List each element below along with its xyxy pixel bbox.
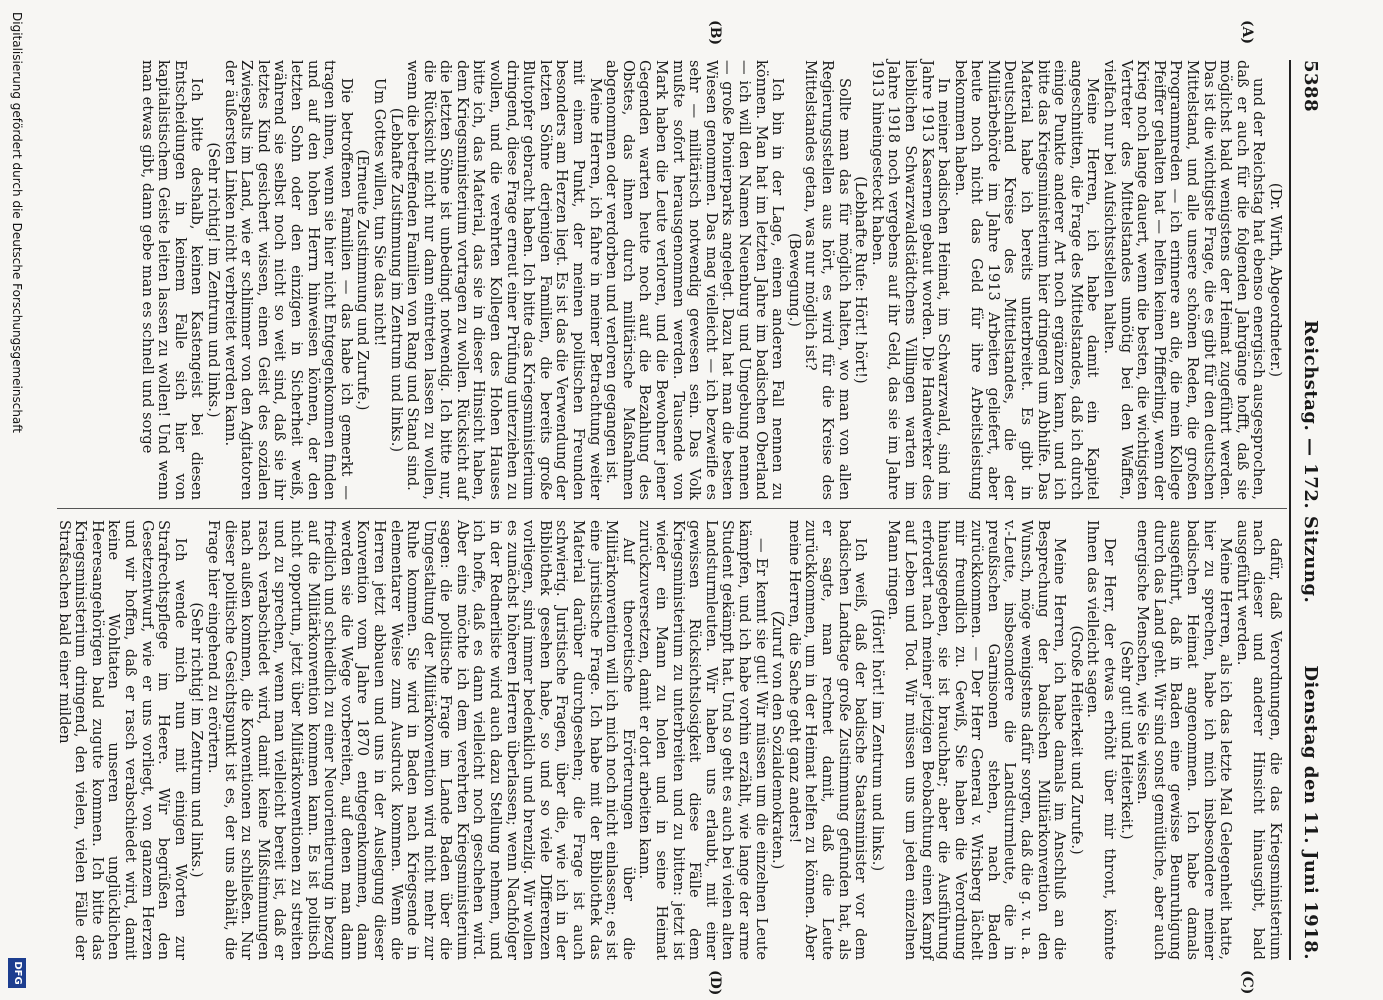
margin-marker-c: (C) bbox=[1239, 970, 1255, 995]
paragraph: Auf theoretische Erörterungen über die Militärkonvention will ich mich noch nicht einlassen; es ist eine juristische Frage. Ich habe mit der Bibliothek das Material darüber durchgesehen; die Frage ist auch schwierig. Juristische Fragen, über die, wie ich in der Bibliothek gesehen habe, so und so viele Differenzen vorliegen, sind immer bedenklich und brenzlig. Wir wollen es zunächst höheren Herren überlassen; wenn Nachfolger in der Rednerliste wird auch dazu Stellung nehmen, und ich hoffe, daß es dann vielleicht noch geschehen wird. Aber eins möchte ich dem verehrten Kriegsministerium sagen: die politische Frage im Lande Baden über die Umgestaltung der Militärkonvention wird nicht mehr zur Ruhe kommen. Sie wird in Baden nach Kriegsende in elementarer Weise zum Ausdruck kommen. Wenn die Herren jetzt abbauen und uns in der Auslegung dieser Konvention vom Jahre 1870 entgegenkommen, dann werden sie die Wege vorbereiten, auf denen man dann friedlich und schiedlich zu einer Neuorientierung in bezug auf die Militärkonvention kommen kann. Es ist politisch nicht opportun, jetzt über Militärkonventionen zu streiten und zu sprechen, wenn man vielleicht bereit ist, daß er rasch verabschiedet wird, damit keine Mißstimmungen nach außen kommen, die Konventionen zu schließen. Nur dieser politische Gesichtspunkt ist es, der uns abhält, die Frage hier eingehend zu erörtern. bbox=[205, 520, 637, 960]
paragraph: Meine Herren, als ich das letzte Mal Gelegenheit hatte, hier zu sprechen, habe ich mich insbesondere meiner badischen Heimat angenommen. Ich habe damals ausgeführt, daß in Baden eine gewisse Beunruhigung durch das Land geht. Wir sind sonst gemütliche, aber auch energische Menschen, wie Sie wissen. bbox=[1134, 520, 1235, 960]
paragraph: und der Reichstag hat ebenso energisch ausgesprochen, daß er auch für die folgenden Jahrgänge hofft, daß sie möglichst bald wenigstens der Heimat zugeführt werden. Das ist die wichtigste Frage, die es gibt für den deutschen Mittelstand, und alle unsere schönen Reden, die großen Programmreden — ich erinnere an die, die mein Kollege Pfeiffer gehalten hat — helfen keinen Pfifferling, wenn der Krieg noch lange dauert, wenn die besten, die wichtigsten Vertreter des Mittelstandes unnötig bei den Waffen, vielfach nur bei Aufsichtsstellen halten. bbox=[1101, 60, 1268, 500]
page-header bbox=[1293, 60, 1321, 960]
paragraph: Die betroffenen Familien — das habe ich gemerkt — tragen ihnen, wenn sie hier nicht Entgegenkommen finden und auf den hohen Herrn hinweisen können, der den letzten Sohn oder den einzigen in Sicherheit weiß, während sie selbst noch nicht so weit sind, daß sie ihr letztes Kind gesichert wissen, einen Geist des sozialen Zwiespalts im Land, wie er schlimmer von den Agitatoren der äußersten Linken nicht verbreitet werden kann. bbox=[221, 60, 355, 500]
paragraph: Ich weiß, daß der badische Staatsminister vor dem badischen Landtage große Zustimmung gefunden hat, als er sagte, man rechnet damit, daß die Leute zurückkommen, um in der Heimat helfen zu können. Aber meine Herren, die Sache geht ganz anders! bbox=[785, 520, 870, 960]
interjection: (Erneute Zustimmung und Zurufe.) bbox=[354, 149, 372, 411]
interjection: (Hört! hört! im Zentrum und links.) bbox=[868, 608, 886, 872]
interjection: (Große Heiterkeit und Zurufe.) bbox=[1067, 625, 1085, 855]
paragraph: Der Herr, der etwas erhöht über mir thront, könnte Ihnen das vielleicht sagen. bbox=[1084, 520, 1119, 960]
interjection: (Sehr richtig! im Zentrum und links.) bbox=[188, 602, 206, 878]
interjection: (Zuruf von den Sozialdemokraten.) bbox=[769, 610, 787, 870]
paragraph: Um Gottes willen, tun Sie das nicht! bbox=[370, 78, 388, 347]
interjection: (Lebhafte Rufe: Hört! hört!) bbox=[852, 176, 870, 384]
interjection: (Bewegung.) bbox=[785, 233, 803, 327]
interjection: (Lebhafte Zustimmung im Zentrum und links.) bbox=[387, 107, 405, 453]
paragraph: Meine Herren, ich habe damit ein Kapitel angeschnitten, die Frage des Mittelstandes, daß ich durch einige Punkte anderer Art noch ergänzen kann, und ich bitte das Kriegsministerium hier dringend um Abhilfe. Das Material habe ich bereits unterbreitet. Es gibt in Deutschland Kreise des Mittelstandes, die der Militärbehörde im Jahre 1913 Arbeiten geliefert, aber heute noch nicht das Geld für ihre Arbeitsleistung bekommen haben. bbox=[951, 60, 1102, 500]
right-column bbox=[55, 520, 1283, 960]
paragraph: (Dr. Wirth, Abgeordneter.) bbox=[1267, 182, 1284, 378]
dfg-logo: DFG bbox=[8, 958, 26, 988]
paragraph: Meine Herren, ich habe damals im Anschluß an die Besprechung der badischen Militärkonvention den Wunsch, möge wenigstens dafür sorgen, daß die g. v. u. a. v.-Leute, insbesondere die Landsturmleute, die in preußischen Garnisonen stehen, nach Baden zurückkommen. — Der Herr General v. Wrisberg lächelt mir freundlich zu. Gewiß, Sie haben die Verordnung hinausgegeben, sie ist brauchbar; aber die Ausführung erfordert nach meiner jetzigen Beobachtung einen Kampf auf Leben und Tod. Wir müssen uns um jeden einzelnen Mann ringen. bbox=[885, 520, 1069, 960]
column-divider bbox=[57, 508, 1287, 509]
footer-credit: Digitalisierung gefördert durch die Deutsche Forschungsgemeinschaft bbox=[10, 12, 24, 434]
paragraph: In meiner badischen Heimat, im Schwarzwald, sind im Jahre 1913 Kasernen gebaut worden. Die Handwerker des lieblichen Schwarzwaldstädtchens Villingen warten im Jahre 1918 noch vergebens auf ihr Geld, das sie im Jahre 1913 hineingesteckt haben. bbox=[868, 60, 953, 500]
page-number: 5388 bbox=[1300, 60, 1321, 113]
paragraph: Sollte man das für möglich halten, wo man von allen Regierungsstellen aus hört, es wird für die Kreise des Mittelstandes getan, was nur möglich ist? bbox=[802, 60, 853, 500]
margin-marker-d: (D) bbox=[707, 970, 723, 996]
session-date: Dienstag den 11. Juni 1918. bbox=[1300, 665, 1321, 960]
margin-marker-a: (A) bbox=[1239, 20, 1255, 45]
left-column bbox=[138, 60, 1283, 500]
paragraph: Ich bitte deshalb, keinen Kastengeist bei diesen Entscheidungen in keinem Falle sich hier von kapitalistischem Geiste leiten lassen zu wollen! Und wenn man etwas gibt, dann gebe man es schnell und sorge bbox=[138, 60, 206, 500]
paragraph: — Er kennt sie gut! Wir müssen um die einzelnen Leute kämpfen, und ich habe vorhin erzählt, wie lange der arme Student gekämpft hat. Und so geht es auch bei vielen alten Landsturmleuten. Wir haben uns erlaubt, mit einer gewissen Rücksichtslosigkeit diese Fälle dem Kriegsministerium zu unterbreiten und zu bitten: jetzt ist wieder ein Mann zu holen und in seine Heimat zurückzuversetzen, damit er dort arbeiten kann. bbox=[636, 520, 770, 960]
paragraph: Meine Herren, ich fahre in meiner Betrachtung weiter mit einem Punkt, der meinen politischen Freunden besonders am Herzen liegt. Es ist das die Verwendung der letzten Söhne derjenigen Familien, die bereits große Blutopfer gebracht haben. Ich bitte das Kriegsministerium dringend, diese Frage erneut einer Prüfung unterziehen zu wollen, und die verehrten Kollegen des Hohen Hauses bitte ich, das Material, das sie in dieser Hinsicht haben, dem Kriegsministerium vortragen zu wollen. Rücksicht auf die letzten Söhne ist unbedingt notwendig. Ich bitte nur, die Rücksicht nicht nur dann eintreten lassen zu wollen, wenn die betreffenden Familien von Rang und Stand sind. bbox=[404, 60, 604, 500]
digitization-footer bbox=[4, 0, 28, 1000]
margin-marker-b: (B) bbox=[707, 20, 723, 46]
paragraph: dafür, daß Verordnungen, die das Kriegsministerium nach dieser und anderer Hinsicht hinausgibt, bald ausgeführt werden. bbox=[1233, 520, 1284, 960]
header-rule bbox=[1289, 60, 1291, 960]
paragraph: Ich bin in der Lage, einen anderen Fall nennen zu können. Man hat im letzten Jahre im badischen Oberland — ich will den Namen Neuenburg und Umgebung nennen — große Pionierparks angelegt. Dazu hat man die besten Wiesen genommen. Das mag vielleicht — ich bezweifle es sehr — militärisch notwendig gewesen sein. Das Volk mußte sofort herausgenommen werden. Tausende von Mark haben die Leute verloren, und die Bewohner jener Gegenden warten heute noch auf die Bezahlung des Obstes, das ihnen durch militärische Maßnahmen abgenommen oder verdorben und verloren gegangen ist. bbox=[603, 60, 787, 500]
paragraph: Ich wende mich nun mit einigen Worten zur Strafrechtspflege im Heere. Wir begrüßen den Gesetzentwurf, wie er uns vorliegt, von ganzem Herzen und wir hoffen, daß er rasch verabschiedet wird, damit keine Wohltaten unseren unglücklichen Heeresangehörigen bald zugute kommen. Ich bitte das Kriegsministerium dringend, den vielen, vielen Fälle der Strafsachen bald einer milden bbox=[55, 520, 189, 960]
interjection: (Sehr gut! und Heiterkeit.) bbox=[1117, 640, 1135, 840]
interjection: (Sehr richtig! im Zentrum und links.) bbox=[205, 142, 222, 418]
session-title: Reichstag. — 172. Sitzung. bbox=[1300, 320, 1321, 604]
